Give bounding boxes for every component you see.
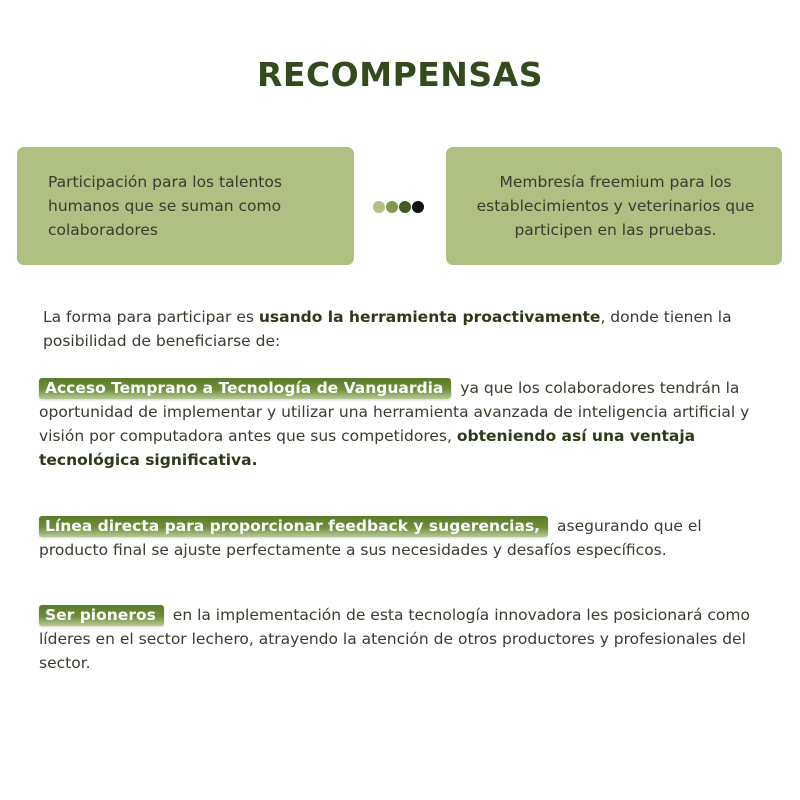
benefit-early-access-highlight: Acceso Temprano a Tecnología de Vanguardia <box>39 378 451 399</box>
reward-card-membership <box>446 147 782 265</box>
intro-paragraph <box>43 305 763 353</box>
reward-card-membership-text: Membresía freemium para los establecimientos y veterinarios que participen en las pruebas. <box>476 173 755 239</box>
dot-1 <box>373 201 385 213</box>
intro-text-after: , donde tienen la posibilidad de beneficiarse de: <box>43 308 732 350</box>
benefit-pioneers-highlight: Ser pioneros <box>39 605 164 626</box>
dots-separator <box>373 201 424 213</box>
benefit-pioneers-text: en la implementación de esta tecnología innovadora les posicionará como líderes en el sector lechero, atrayendo la atención de otros productores y profesionales del sector. <box>39 606 750 672</box>
benefit-early-access-text: ya que los colaboradores tendrán la oportunidad de implementar y utilizar una herramienta avanzada de inteligencia artificial y visión por computadora antes que sus competidores, <box>39 379 750 445</box>
benefit-feedback-highlight: Línea directa para proporcionar feedback y sugerencias, <box>39 516 548 537</box>
intro-bold: usando la herramienta proactivamente <box>258 308 601 326</box>
benefit-early-access <box>39 376 759 472</box>
reward-card-talent <box>17 147 354 265</box>
intro-text-before: La forma para participar es <box>43 308 259 326</box>
dot-4 <box>412 201 424 213</box>
benefit-feedback-text: asegurando que el producto final se ajuste perfectamente a sus necesidades y desafíos específicos. <box>39 517 702 559</box>
reward-card-talent-text: Participación para los talentos humanos que se suman como colaboradores <box>48 173 282 239</box>
benefit-pioneers <box>39 603 759 675</box>
page-title: RECOMPENSAS <box>257 55 543 94</box>
dot-3 <box>399 201 411 213</box>
benefit-feedback-line <box>39 514 759 562</box>
benefit-early-access-bold: obteniendo así una ventaja tecnológica significativa. <box>39 427 696 469</box>
dot-2 <box>386 201 398 213</box>
